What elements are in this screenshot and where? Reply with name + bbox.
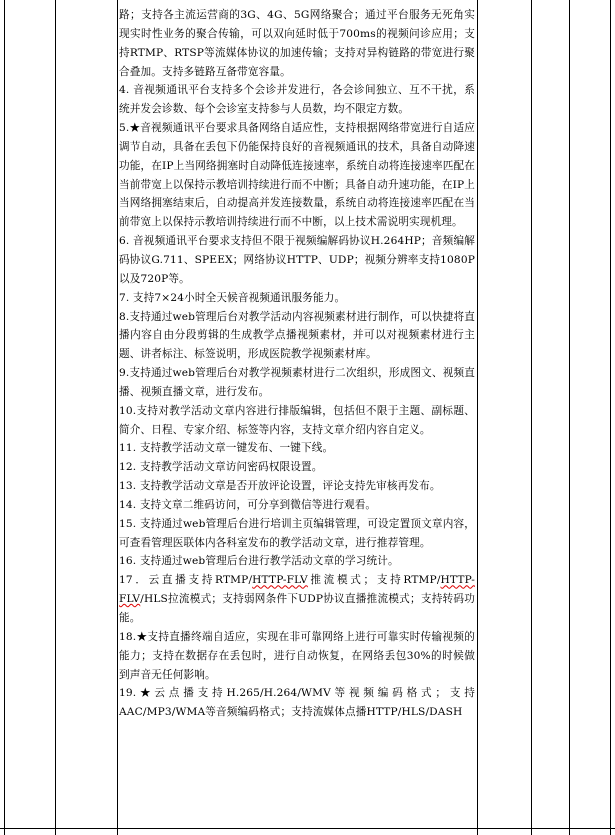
paragraph-12: 12. 支持教学活动文章访问密码权限设置。 — [119, 461, 323, 474]
column-divider-3 — [477, 0, 478, 835]
p17-spellcheck-term-1: HTTP-FLV — [252, 574, 308, 587]
paragraph-5: 5.★音视频通讯平台要求具备网络自适应性，支持根据网络带宽进行自适应调节自动，具备在丢包下仍能保持良好的音视频通讯的技术，具备自动降速功能，在IP上当网络拥塞时自动降低连接速率，系统自动将连接速率匹配在当前带宽上以保持示教培训持续进行而不中断；具备自动升速功能，在IP上当网络拥塞结束后，自动提高并发连接数量，系统自动将连接速率匹配在当前带宽上以保持示教培训持续进行而不中断，以上技术需说明实现机理。 — [119, 122, 475, 229]
paragraph-4: 4. 音视频通讯平台支持多个会诊并发进行，各会诊间独立、互不干扰，系统并发会诊数、每个会诊室支持参与人员数，均不限定方数。 — [119, 84, 475, 116]
paragraph-17 — [119, 571, 475, 628]
p17-spellcheck-term-2: HTTP-FLV — [119, 574, 475, 606]
paragraph-6: 6. 音视频通讯平台要求支持但不限于视频编解码协议H.264HP；音频编解码协议G.711、SPEEX；网络协议HTTP、UDP；视频分辨率支持1080P以及720P等。 — [119, 235, 475, 285]
paragraph-15: 15. 支持通过web管理后台进行培训主页编辑管理，可设定置顶文章内容，可查看管理医联体内各科室发布的教学活动文章，进行推荐管理。 — [119, 517, 475, 549]
p17-text-c: 推流模式；支持RTMP/ — [307, 574, 441, 587]
table-border-left — [4, 0, 5, 835]
paragraph-18: 18.★支持直播终端自适应，实现在非可靠网络上进行可靠实时传输视频的能力；支持在数据存在丢包时，进行自动恢复，在网络丢包30%的时候做到声音无任何影响。 — [119, 630, 475, 681]
table-border-right — [610, 0, 611, 835]
column-divider-1 — [55, 0, 56, 835]
paragraph-9: 9.支持通过web管理后台对教学视频素材进行二次组织，形成图文、视频直播、视频直播文章，进行发布。 — [119, 367, 475, 398]
paragraph-7: 7. 支持7×24小时全天候音视频通讯服务能力。 — [119, 291, 346, 304]
paragraph-8: 8.支持通过web管理后台对教学活动内容视频素材进行制作，可以快捷将直播内容自由分段剪辑的生成教学点播视频素材，并可以对视频素材进行主题、讲者标注、标签说明，形成医院教学视频素材库。 — [119, 310, 475, 361]
paragraph-19: 19.★云点播支持H.265/H.264/WMV等视频编码格式；支持AAC/MP3/WMA等音频编码格式；支持流媒体点播HTTP/HLS/DASH — [119, 687, 475, 719]
column-divider-2 — [117, 0, 118, 835]
table-bottom-border — [0, 828, 615, 829]
p17-text-e: /HLS拉流模式；支持弱网条件下UDP协议直播推流模式；支持转码功能。 — [119, 593, 475, 624]
paragraph-13: 13. 支持教学活动文章是否开放评论设置，评论支持先审核再发布。 — [119, 480, 441, 493]
specification-text-cell — [119, 6, 475, 722]
paragraph-10: 10.支持对教学活动文章内容进行排版编辑，包括但不限于主题、副标题、简介、日程、专家介绍、标签等内容，支持文章介绍内容自定义。 — [119, 404, 475, 436]
p17-text-a: 17．云直播支持RTMP/ — [119, 574, 253, 587]
paragraph-16: 16. 支持通过web管理后台进行教学活动文章的学习统计。 — [119, 555, 399, 568]
paragraph-continuation: 路；支持各主流运营商的3G、4G、5G网络聚合；通过平台服务无死角实现实时性业务的聚合传输，可以双向延时低于700ms的视频问诊应用；支持RTMP、RTSP等流媒体协议的加速传输；支持对异构链路的带宽进行聚合叠加。支持多链路互备带宽容量。 — [119, 9, 475, 78]
paragraph-14: 14. 支持文章二维码访问，可分享到微信等进行观看。 — [119, 498, 377, 511]
paragraph-11: 11. 支持教学活动文章一键发布、一键下线。 — [119, 442, 334, 455]
column-divider-4 — [531, 0, 532, 835]
column-divider-5 — [569, 0, 570, 835]
